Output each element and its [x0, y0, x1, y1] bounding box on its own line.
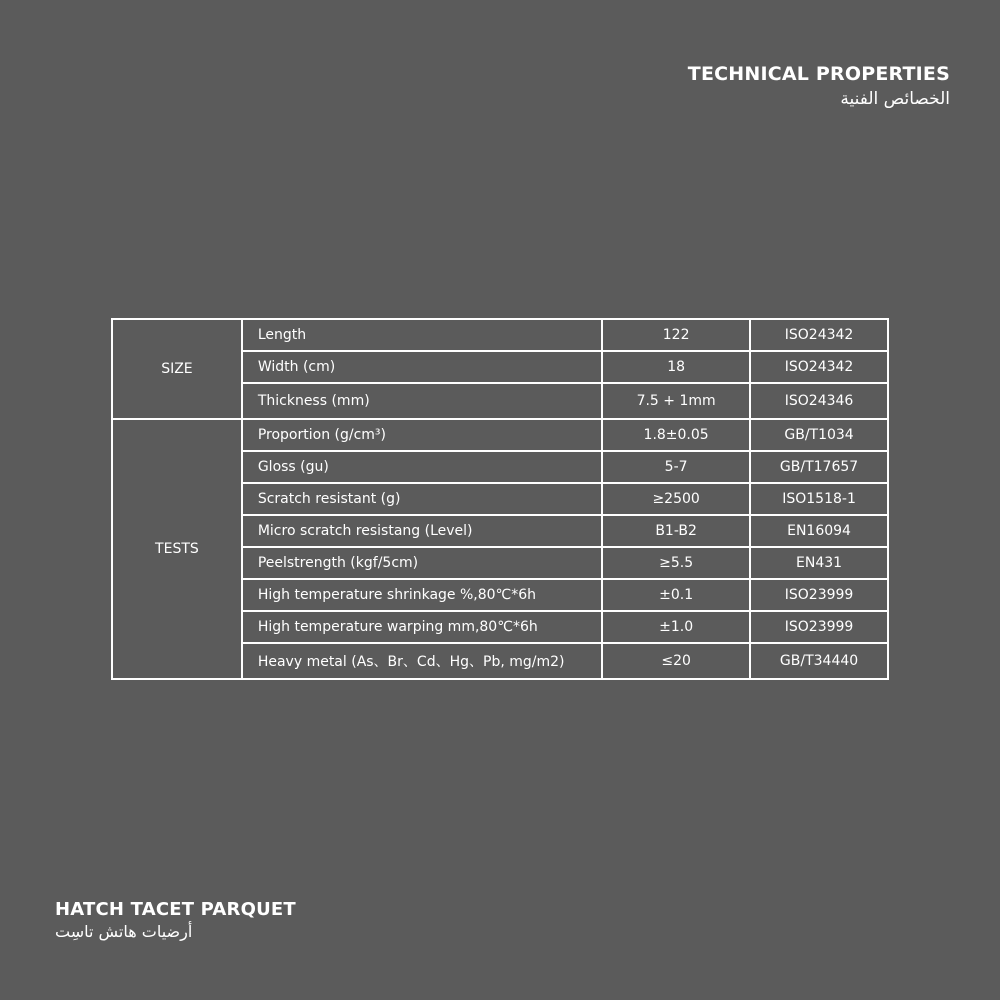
property-standard: GB/T1034 — [750, 419, 888, 451]
property-standard: ISO23999 — [750, 579, 888, 611]
page-title: TECHNICAL PROPERTIES — [687, 63, 950, 85]
property-name: High temperature warping mm,80℃*6h — [242, 611, 602, 643]
property-standard: GB/T34440 — [750, 643, 888, 679]
property-name: Scratch resistant (g) — [242, 483, 602, 515]
property-name: Peelstrength (kgf/5cm) — [242, 547, 602, 579]
property-name: Gloss (gu) — [242, 451, 602, 483]
property-name: Proportion (g/cm³) — [242, 419, 602, 451]
property-value: 5-7 — [602, 451, 750, 483]
property-standard: ISO24342 — [750, 319, 888, 351]
property-value: ±0.1 — [602, 579, 750, 611]
property-value: ≤20 — [602, 643, 750, 679]
property-standard: EN431 — [750, 547, 888, 579]
property-value: ≥2500 — [602, 483, 750, 515]
property-standard: EN16094 — [750, 515, 888, 547]
property-name: Heavy metal (As、Br、Cd、Hg、Pb, mg/m2) — [242, 643, 602, 679]
property-standard: ISO24346 — [750, 383, 888, 419]
property-value: 1.8±0.05 — [602, 419, 750, 451]
property-value: 18 — [602, 351, 750, 383]
property-value: ≥5.5 — [602, 547, 750, 579]
property-standard: GB/T17657 — [750, 451, 888, 483]
property-value: 7.5 + 1mm — [602, 383, 750, 419]
table-row — [112, 319, 888, 351]
product-name-arabic: أرضيات هاتش تاسِت — [55, 922, 193, 941]
property-name: Width (cm) — [242, 351, 602, 383]
table-row — [112, 419, 888, 451]
property-standard: ISO23999 — [750, 611, 888, 643]
property-value: ±1.0 — [602, 611, 750, 643]
property-value: 122 — [602, 319, 750, 351]
footer — [55, 899, 296, 942]
technical-properties-table — [111, 318, 889, 680]
product-name: HATCH TACET PARQUET — [55, 899, 296, 920]
group-label-size: SIZE — [112, 319, 242, 419]
property-name: Length — [242, 319, 602, 351]
property-value: B1-B2 — [602, 515, 750, 547]
header — [688, 62, 950, 110]
group-label-tests: TESTS — [112, 419, 242, 679]
property-standard: ISO1518-1 — [750, 483, 888, 515]
property-name: Micro scratch resistang (Level) — [242, 515, 602, 547]
property-standard: ISO24342 — [750, 351, 888, 383]
page-title-arabic: الخصائص الفنية — [840, 89, 950, 109]
property-name: High temperature shrinkage %,80℃*6h — [242, 579, 602, 611]
property-name: Thickness (mm) — [242, 383, 602, 419]
